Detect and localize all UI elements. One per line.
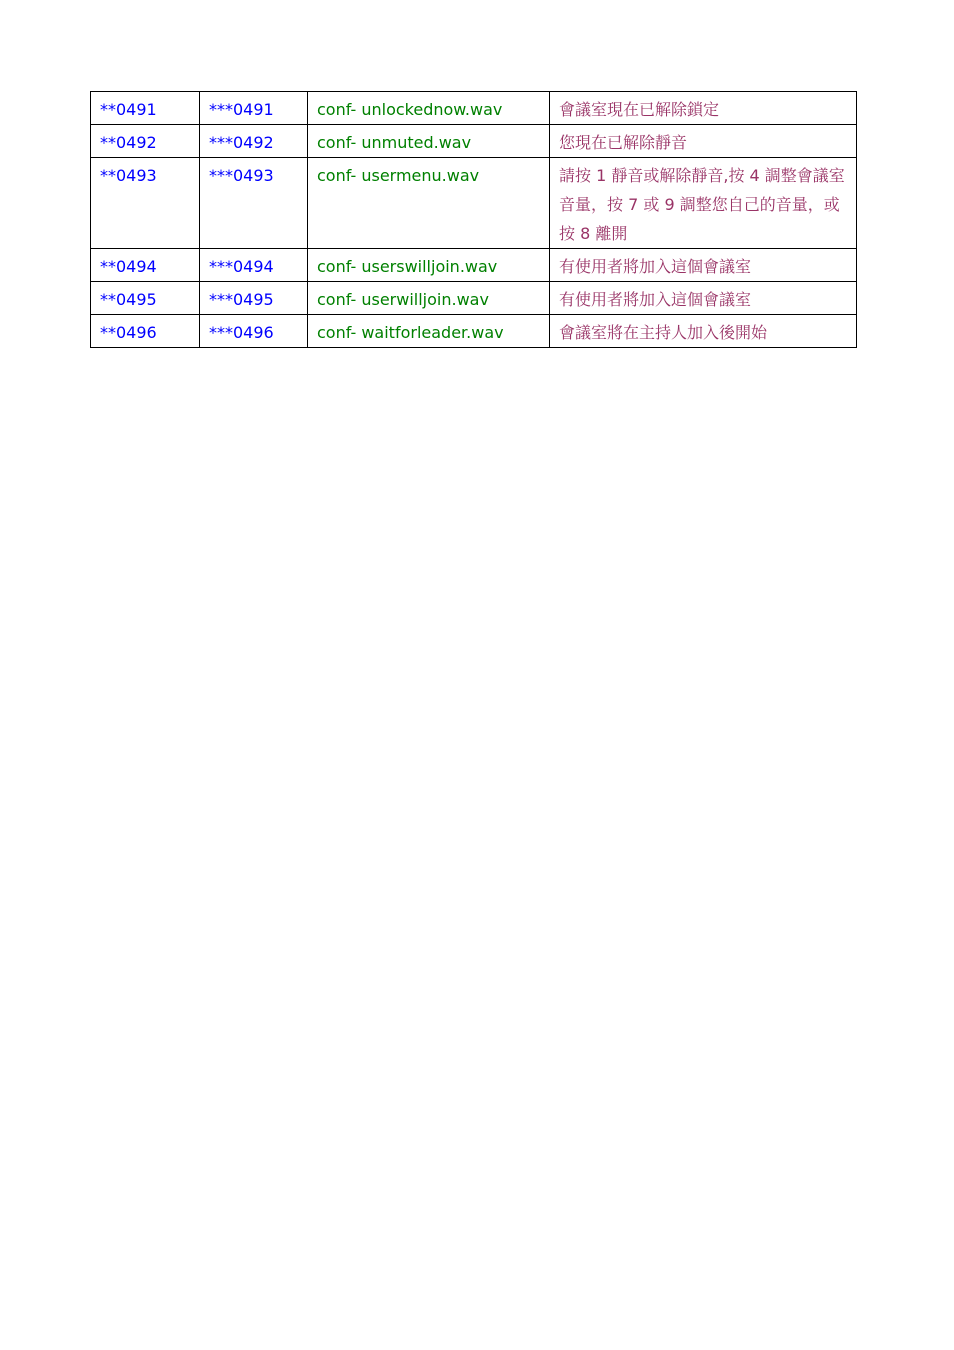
- description-cell: 會議室現在已解除鎖定: [550, 92, 857, 125]
- code-short-cell: **0494: [91, 249, 200, 282]
- filename-cell: conf- usermenu.wav: [308, 158, 550, 249]
- table-row: [91, 315, 857, 348]
- code-long-cell: ***0493: [200, 158, 308, 249]
- filename-cell: conf- waitforleader.wav: [308, 315, 550, 348]
- table-row: [91, 282, 857, 315]
- table-row: [91, 158, 857, 249]
- filename-cell: conf- userwilljoin.wav: [308, 282, 550, 315]
- code-long-cell: ***0491: [200, 92, 308, 125]
- filename-cell: conf- userswilljoin.wav: [308, 249, 550, 282]
- code-short-cell: **0491: [91, 92, 200, 125]
- description-cell: 請按 1 靜音或解除靜音,按 4 調整會議室音量，按 7 或 9 調整您自己的音量，或按 8 離開: [550, 158, 857, 249]
- code-short-cell: **0493: [91, 158, 200, 249]
- table-row: [91, 249, 857, 282]
- code-long-cell: ***0492: [200, 125, 308, 158]
- table-row: [91, 92, 857, 125]
- sound-prompt-table: [90, 91, 857, 348]
- description-cell: 有使用者將加入這個會議室: [550, 282, 857, 315]
- table-row: [91, 125, 857, 158]
- code-short-cell: **0495: [91, 282, 200, 315]
- filename-cell: conf- unmuted.wav: [308, 125, 550, 158]
- code-long-cell: ***0495: [200, 282, 308, 315]
- filename-cell: conf- unlockednow.wav: [308, 92, 550, 125]
- code-long-cell: ***0494: [200, 249, 308, 282]
- description-cell: 會議室將在主持人加入後開始: [550, 315, 857, 348]
- code-short-cell: **0492: [91, 125, 200, 158]
- code-short-cell: **0496: [91, 315, 200, 348]
- description-cell: 有使用者將加入這個會議室: [550, 249, 857, 282]
- code-long-cell: ***0496: [200, 315, 308, 348]
- description-cell: 您現在已解除靜音: [550, 125, 857, 158]
